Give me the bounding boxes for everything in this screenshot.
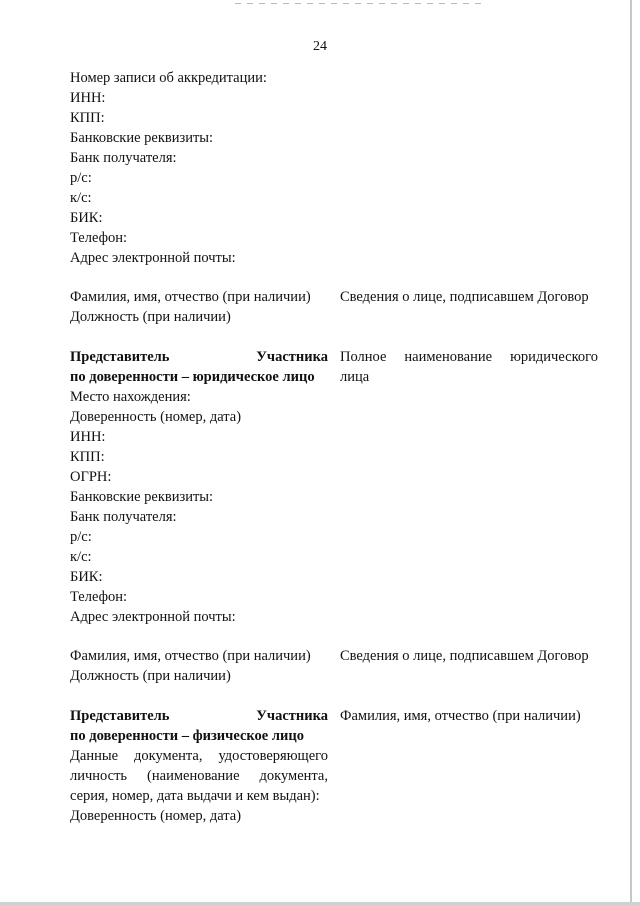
- field-kpp: КПП:: [70, 110, 105, 126]
- rep-legal-fullname-line1: [340, 347, 598, 367]
- field-email: Адрес электронной почты:: [70, 250, 236, 266]
- rep-legal-location: Место нахождения:: [70, 389, 191, 405]
- rep-legal-heading-line2: по доверенности – юридическое лицо: [70, 369, 315, 385]
- rep-individual-id-doc-w3: удостоверяющего: [218, 748, 328, 764]
- field-phone: Телефон:: [70, 230, 128, 246]
- field-bik: БИК:: [70, 210, 103, 226]
- signer-fio: Фамилия, имя, отчество (при наличии): [70, 289, 311, 305]
- rep-individual-heading-line2: по доверенности – физическое лицо: [70, 728, 304, 744]
- field-accreditation-number: Номер записи об аккредитации:: [70, 70, 267, 86]
- rep-individual-id-doc-line1: [70, 746, 328, 766]
- field-inn: ИНН:: [70, 90, 106, 106]
- rep-legal-ogrn: ОГРН:: [70, 469, 112, 485]
- rep-legal-correspondent-account: к/с:: [70, 549, 92, 565]
- signer2-info-label: Сведения о лице, подписавшем Договор: [340, 648, 589, 664]
- rep-legal-heading-word2: Участника: [256, 349, 328, 365]
- field-recipient-bank: Банк получателя:: [70, 150, 177, 166]
- rep-legal-fullname-word3: юридического: [510, 349, 598, 365]
- rep-legal-bik: БИК:: [70, 569, 103, 585]
- rep-legal-fullname-word1: Полное: [340, 349, 387, 365]
- rep-individual-heading-word2: Участника: [256, 708, 328, 724]
- page-edge: [630, 0, 632, 905]
- rep-individual-id-doc-w5: (наименование: [147, 768, 240, 784]
- rep-legal-kpp: КПП:: [70, 449, 105, 465]
- rep-individual-id-doc-w6: документа,: [259, 768, 328, 784]
- rep-individual-id-doc-line2: [70, 766, 328, 786]
- signer-position: Должность (при наличии): [70, 309, 231, 325]
- rep-legal-email: Адрес электронной почты:: [70, 609, 236, 625]
- rep-individual-id-doc-w1: Данные: [70, 748, 119, 764]
- rep-legal-recipient-bank: Банк получателя:: [70, 509, 177, 525]
- rep-individual-id-doc-w4: личность: [70, 768, 128, 784]
- rep-legal-fullname-line2: лица: [340, 369, 370, 385]
- rep-legal-heading-line1: [70, 347, 328, 367]
- page-number: 24: [313, 39, 327, 54]
- rep-individual-heading-line1: [70, 706, 328, 726]
- signer2-position: Должность (при наличии): [70, 668, 231, 684]
- rep-legal-settlement-account: р/с:: [70, 529, 92, 545]
- field-correspondent-account: к/с:: [70, 190, 92, 206]
- signer-info-label: Сведения о лице, подписавшем Договор: [340, 289, 589, 305]
- scan-top-rule: [235, 3, 485, 4]
- field-bank-details: Банковские реквизиты:: [70, 130, 214, 146]
- signer2-fio: Фамилия, имя, отчество (при наличии): [70, 648, 311, 664]
- field-settlement-account: р/с:: [70, 170, 92, 186]
- rep-individual-heading-word1: Представитель: [70, 708, 170, 724]
- rep-legal-heading-word1: Представитель: [70, 349, 170, 365]
- rep-legal-bank-details: Банковские реквизиты:: [70, 489, 214, 505]
- rep-individual-power-of-attorney: Доверенность (номер, дата): [70, 808, 242, 824]
- rep-legal-fullname-word2: наименование: [404, 349, 493, 365]
- rep-legal-inn: ИНН:: [70, 429, 106, 445]
- rep-individual-id-doc-line3: серия, номер, дата выдачи и кем выдан):: [70, 788, 320, 804]
- rep-legal-phone: Телефон:: [70, 589, 128, 605]
- rep-individual-id-doc-w2: документа,: [134, 748, 203, 764]
- rep-individual-fio-label: Фамилия, имя, отчество (при наличии): [340, 708, 581, 724]
- rep-legal-power-of-attorney: Доверенность (номер, дата): [70, 409, 242, 425]
